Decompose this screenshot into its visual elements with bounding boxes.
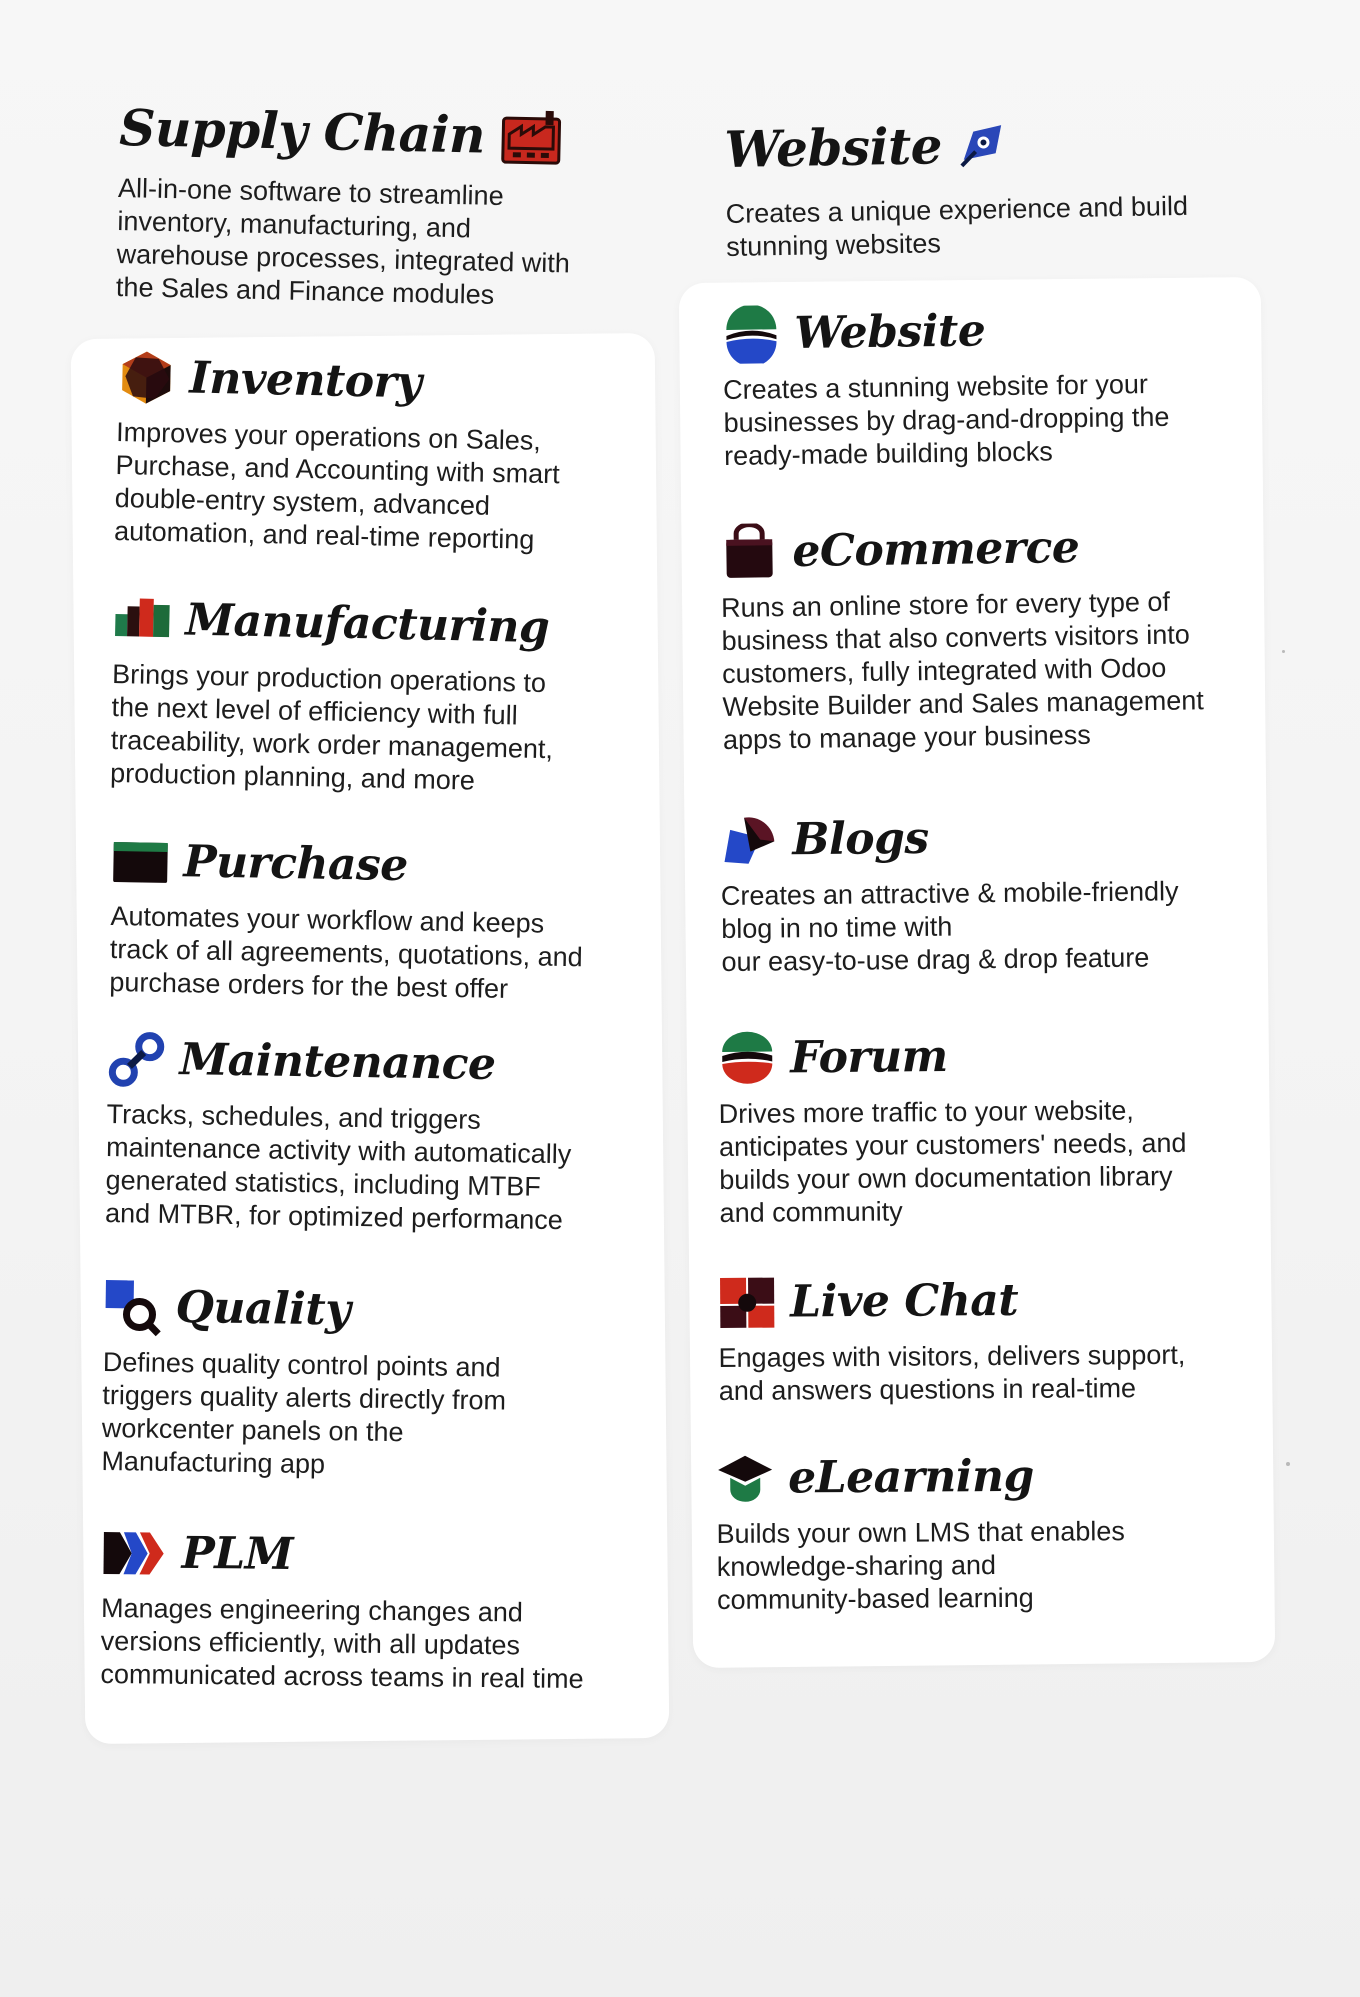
app-title: Purchase [183, 836, 409, 892]
credit-card-icon [111, 832, 170, 891]
app-description: Manages engineering changes and versions efficiently, with all updates communicated across teams in real time [100, 1592, 584, 1695]
app-title: Maintenance [179, 1034, 496, 1091]
app-description: Builds your own LMS that enables knowledge-sharing and community-based learning [716, 1516, 1125, 1615]
app-forum [718, 1025, 1260, 1230]
app-maintenance [105, 1030, 658, 1239]
cube-icon [117, 348, 176, 407]
shopping-bag-icon [720, 523, 779, 582]
supply-chain-description: All-in-one software to streamline inventory, manufacturing, and warehouse processes, integrated with the Sales and Finance modules [115, 172, 571, 310]
globe-icon [722, 305, 781, 364]
forum-bubbles-icon [718, 1029, 777, 1088]
app-description: Engages with visitors, delivers support, and answers questions in real-time [718, 1339, 1186, 1406]
app-title: Blogs [792, 812, 929, 866]
graduation-cap-icon [716, 1450, 774, 1508]
app-title: Manufacturing [184, 594, 550, 654]
app-ecommerce [720, 516, 1263, 757]
app-plm [100, 1524, 642, 1697]
chain-link-icon [107, 1030, 166, 1089]
website-section-title: Website [724, 116, 943, 179]
app-description: Automates your workflow and keeps track of all agreements, quotations, and purchase orders for the best offer [109, 900, 583, 1004]
chat-people-icon [718, 1274, 776, 1332]
app-description: Improves your operations on Sales, Purchase, and Accounting with smart double-entry system, advanced automation, and real-time reporting [113, 416, 561, 555]
app-title: Quality [175, 1282, 351, 1336]
app-title: Live Chat [790, 1274, 1019, 1328]
magnifier-square-icon [103, 1278, 162, 1337]
app-blogs [720, 806, 1262, 979]
website-section [724, 109, 1246, 264]
paper-speck [1286, 1462, 1290, 1466]
app-description: Brings your production operations to the next level of efficiency with full traceability, work order management, production planning, and more [109, 658, 554, 796]
app-description: Creates a stunning website for your businesses by drag-and-dropping the ready-made building blocks [722, 369, 1170, 471]
app-description: Creates an attractive & mobile-friendly blog in no time with our easy-to-use drag & drop feature [720, 876, 1179, 977]
app-title: PLM [181, 1527, 294, 1580]
paper-speck [1282, 650, 1285, 653]
blog-shapes-icon [720, 811, 779, 870]
app-quality [101, 1278, 644, 1486]
website-section-description: Creates a unique experience and build stunning websites [725, 190, 1189, 262]
app-description: Runs an online store for every type of business that also converts visitors into customers, fully integrated with Odoo Website Builder and Sales management apps to manage your business [720, 586, 1204, 755]
app-description: Drives more traffic to your website, anticipates your customers' needs, and builds your own documentation library and community [718, 1095, 1187, 1228]
app-manufacturing [110, 590, 654, 801]
chevrons-icon [101, 1524, 168, 1583]
app-title: eLearning [788, 1450, 1034, 1504]
app-title: Forum [790, 1030, 948, 1084]
pen-nib-icon [955, 119, 1008, 172]
app-website [722, 298, 1264, 473]
supply-chain-title: Supply Chain [118, 97, 486, 165]
app-description: Tracks, schedules, and triggers maintenance activity with automatically generated statistics, including MTBF and MTBR, for optimized performance [104, 1098, 572, 1236]
app-elearning [716, 1446, 1257, 1617]
app-title: eCommerce [792, 521, 1080, 577]
app-title: Website [794, 305, 986, 359]
app-purchase [109, 832, 652, 1008]
supply-chain-section [116, 96, 640, 315]
app-description: Defines quality control points and triggers quality alerts directly from workcenter panels on the Manufacturing app [101, 1346, 507, 1480]
app-inventory [114, 348, 658, 559]
app-live-chat [718, 1270, 1259, 1408]
production-icon [113, 590, 172, 649]
factory-icon [498, 104, 563, 169]
app-title: Inventory [188, 352, 422, 409]
